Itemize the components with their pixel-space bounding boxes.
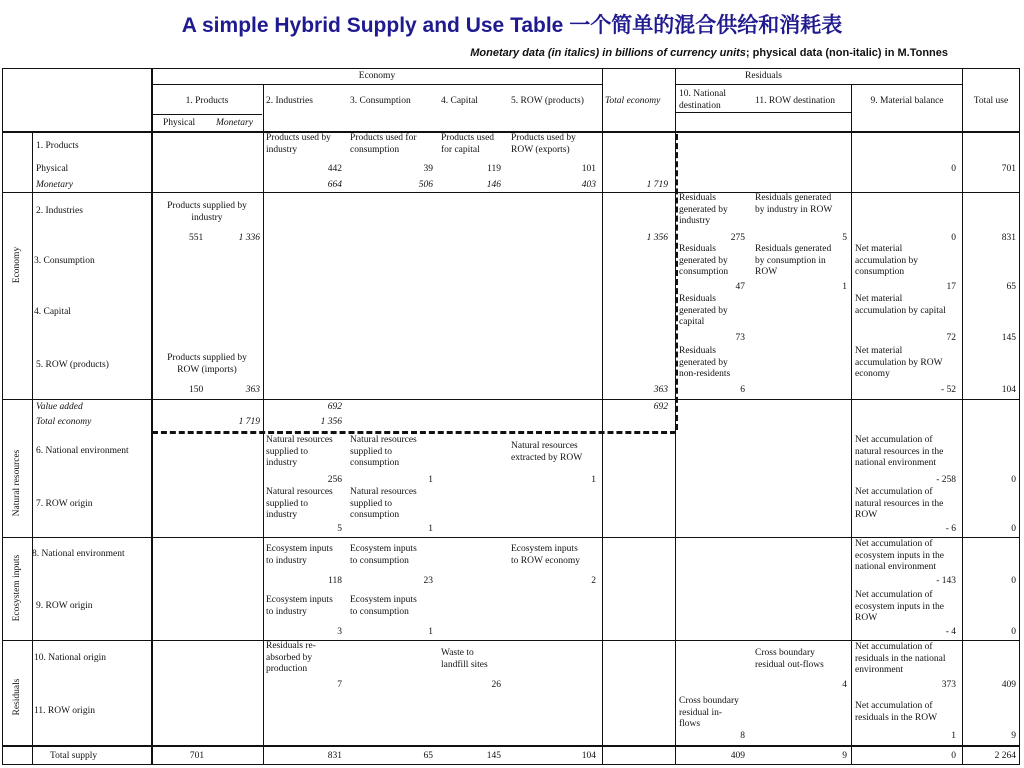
cell-value: 1 (428, 627, 433, 637)
cell-value: 831 (327, 751, 342, 761)
cell-text: Products used by ROW (exports) (511, 133, 576, 155)
cell-value: 17 (946, 282, 956, 292)
cell-value: 3 (337, 627, 342, 637)
rule (675, 84, 962, 85)
rule (675, 112, 852, 113)
cell-text: Cross boundary residual out-flows (755, 648, 824, 670)
row-products: 1. Products (36, 141, 79, 151)
cell-value: 256 (327, 475, 342, 485)
cell-value: 6 (740, 385, 745, 395)
cell-text: Net material accumulation by consumption (855, 244, 919, 277)
col-total-economy: Total economy (605, 96, 661, 106)
row-monetary: Monetary (36, 180, 73, 190)
cell-value: 23 (423, 576, 433, 586)
cell-value: 47 (735, 282, 745, 292)
cell-text: Products used by industry (266, 133, 331, 155)
cell-value: - 143 (936, 576, 956, 586)
cell-value: 2 (591, 576, 596, 586)
cell-value: 72 (946, 333, 956, 343)
col-row-products: 5. ROW (products) (511, 96, 584, 106)
cell-value: 1 719 (646, 180, 668, 190)
col-capital: 4. Capital (441, 96, 478, 106)
rule (2, 764, 1019, 765)
cell-text: Products supplied by ROW (imports) (167, 353, 247, 375)
cell-value: 692 (327, 402, 342, 412)
row-national-environment: 6. National environment (36, 446, 129, 456)
cell-value: 403 (581, 180, 596, 190)
row-consumption: 3. Consumption (34, 256, 95, 266)
side-natural-resources: Natural resources (12, 449, 22, 517)
cell-text: Natural resources extracted by ROW (511, 441, 583, 463)
rule (2, 192, 1019, 193)
cell-value: 9 (1011, 731, 1016, 741)
col-material-balance: 9. Material balance (870, 96, 944, 106)
cell-value: 145 (1001, 333, 1016, 343)
cell-text: Net accumulation of ecosystem inputs in the national environment (855, 539, 944, 572)
rule (2, 68, 3, 765)
cell-value: 664 (327, 180, 342, 190)
row-row-origin-7: 7. ROW origin (36, 499, 93, 509)
cell-value: 26 (491, 680, 501, 690)
cell-value: 409 (730, 751, 745, 761)
rule (152, 114, 262, 115)
row-total-supply: Total supply (50, 751, 98, 761)
cell-text: Net accumulation of ecosystem inputs in the ROW (855, 590, 944, 623)
cell-value: 5 (842, 233, 847, 243)
cell-value: 1 (591, 475, 596, 485)
cell-value: 1 336 (238, 233, 260, 243)
cell-text: Residuals generated by consumption in ROW (755, 244, 832, 277)
cell-value: - 258 (936, 475, 956, 485)
row-total-economy: Total economy (36, 417, 92, 427)
cell-value: 1 356 (320, 417, 342, 427)
rule (32, 131, 33, 765)
row-national-environment-8: 8. National environment (32, 549, 125, 559)
row-value-added: Value added (36, 402, 83, 412)
cell-text: Waste to landfill sites (441, 648, 488, 670)
row-capital: 4. Capital (34, 307, 71, 317)
cell-value: 150 (189, 385, 204, 395)
cell-value: 275 (730, 233, 745, 243)
cell-value: 146 (486, 180, 501, 190)
cell-value: 0 (1011, 475, 1016, 485)
cell-value: 442 (327, 164, 342, 174)
row-physical: Physical (36, 164, 69, 174)
cell-value: 145 (486, 751, 501, 761)
cell-value: 104 (1001, 385, 1016, 395)
cell-value: 0 (951, 751, 956, 761)
col-physical: Physical (163, 118, 196, 128)
side-ecosystem-inputs: Ecosystem inputs (12, 554, 22, 622)
rule (1019, 68, 1020, 765)
row-row-origin-11: 11. ROW origin (34, 706, 95, 716)
cell-value: 1 (951, 731, 956, 741)
rule (851, 84, 852, 765)
side-residuals: Residuals (12, 678, 22, 716)
cell-value: 0 (951, 233, 956, 243)
cell-value: - 4 (945, 627, 956, 637)
cell-value: 0 (1011, 576, 1016, 586)
cell-text: Residuals generated by consumption (679, 244, 729, 277)
cell-value: 363 (245, 385, 260, 395)
cell-value: 104 (581, 751, 596, 761)
cell-text: Natural resources supplied to industry (266, 487, 333, 520)
cell-text: Net material accumulation by capital (855, 294, 946, 316)
cell-text: Residuals re- absorbed by production (266, 641, 316, 674)
rule (2, 640, 1019, 641)
cell-text: Residuals generated by industry in ROW (755, 193, 833, 215)
cell-value: 8 (740, 731, 745, 741)
cell-value: 831 (1001, 233, 1016, 243)
cell-text: Net accumulation of residuals in the national environment (855, 642, 946, 675)
cell-value: 0 (1011, 524, 1016, 534)
cell-value: 409 (1001, 680, 1016, 690)
cell-value: 692 (653, 402, 668, 412)
cell-value: 1 (428, 475, 433, 485)
col-industries: 2. Industries (266, 96, 313, 106)
cell-text: Net material accumulation by ROW economy (855, 346, 943, 379)
header-economy: Economy (358, 71, 396, 81)
rule (602, 68, 603, 765)
units-note-italic: Monetary data (in italics) in billions of currency units (470, 47, 746, 59)
dashed-boundary (152, 431, 676, 434)
cell-text: Net accumulation of natural resources in the ROW (855, 487, 944, 520)
cell-value: - 6 (945, 524, 956, 534)
cell-text: Ecosystem inputs to industry (266, 544, 333, 566)
cell-value: 5 (337, 524, 342, 534)
cell-value: 1 356 (646, 233, 668, 243)
cell-text: Residuals generated by capital (679, 294, 728, 327)
cell-text: Residuals generated by industry (679, 193, 728, 226)
cell-value: 1 719 (238, 417, 260, 427)
cell-text: Products used for capital (441, 133, 495, 155)
row-row-origin-9: 9. ROW origin (36, 601, 93, 611)
rule (2, 68, 1019, 69)
col-national-destination: 10. National destination (679, 89, 726, 111)
cell-value: 363 (653, 385, 668, 395)
units-note-rest: ; physical data (non-italic) in M.Tonnes (745, 47, 948, 59)
cell-value: 701 (189, 751, 205, 761)
rule (152, 84, 602, 85)
cell-text: Products used for consumption (350, 133, 417, 155)
cell-value: 118 (328, 576, 342, 586)
row-row-products: 5. ROW (products) (36, 360, 109, 370)
row-national-origin: 10. National origin (34, 653, 107, 663)
cell-value: 1 (842, 282, 847, 292)
page-title: A simple Hybrid Supply and Use Table 一个简单的混合供给和消耗表 (181, 14, 843, 37)
cell-value: 101 (581, 164, 596, 174)
cell-value: 39 (423, 164, 433, 174)
cell-value: 65 (423, 751, 433, 761)
cell-text: Natural resources supplied to consumption (350, 435, 417, 468)
cell-text: Products supplied by industry (167, 201, 247, 223)
col-total-use: Total use (973, 96, 1009, 106)
col-consumption: 3. Consumption (350, 96, 411, 106)
cell-value: 73 (735, 333, 745, 343)
side-economy: Economy (12, 246, 22, 284)
cell-text: Natural resources supplied to industry (266, 435, 333, 468)
cell-text: Natural resources supplied to consumption (350, 487, 417, 520)
cell-value: 0 (1011, 627, 1016, 637)
cell-value: - 52 (940, 385, 956, 395)
cell-text: Ecosystem inputs to consumption (350, 544, 417, 566)
cell-text: Ecosystem inputs to industry (266, 595, 333, 617)
cell-value: 701 (1001, 164, 1016, 174)
cell-value: 7 (337, 680, 342, 690)
rule (2, 745, 1019, 747)
cell-value: 551 (189, 233, 204, 243)
cell-text: Ecosystem inputs to consumption (350, 595, 417, 617)
header-residuals: Residuals (745, 71, 782, 81)
cell-value: 1 (428, 524, 433, 534)
cell-value: 0 (951, 164, 956, 174)
cell-value: 2 264 (994, 751, 1016, 761)
row-industries: 2. Industries (36, 206, 83, 216)
col-row-destination: 11. ROW destination (755, 96, 835, 106)
cell-value: 119 (487, 164, 501, 174)
col-monetary: Monetary (216, 118, 253, 128)
cell-text: Ecosystem inputs to ROW economy (511, 544, 580, 566)
cell-value: 65 (1006, 282, 1016, 292)
cell-value: 506 (418, 180, 433, 190)
rule (2, 399, 1019, 400)
cell-value: 9 (842, 751, 847, 761)
col-products: 1. Products (185, 96, 229, 106)
cell-value: 4 (842, 680, 847, 690)
cell-value: 373 (941, 680, 956, 690)
cell-text: Residuals generated by non-residents (679, 346, 731, 379)
rule (2, 537, 1019, 538)
cell-text: Net accumulation of residuals in the ROW (855, 701, 938, 723)
cell-text: Cross boundary residual in- flows (679, 696, 739, 729)
cell-text: Net accumulation of natural resources in the national environment (855, 435, 944, 468)
